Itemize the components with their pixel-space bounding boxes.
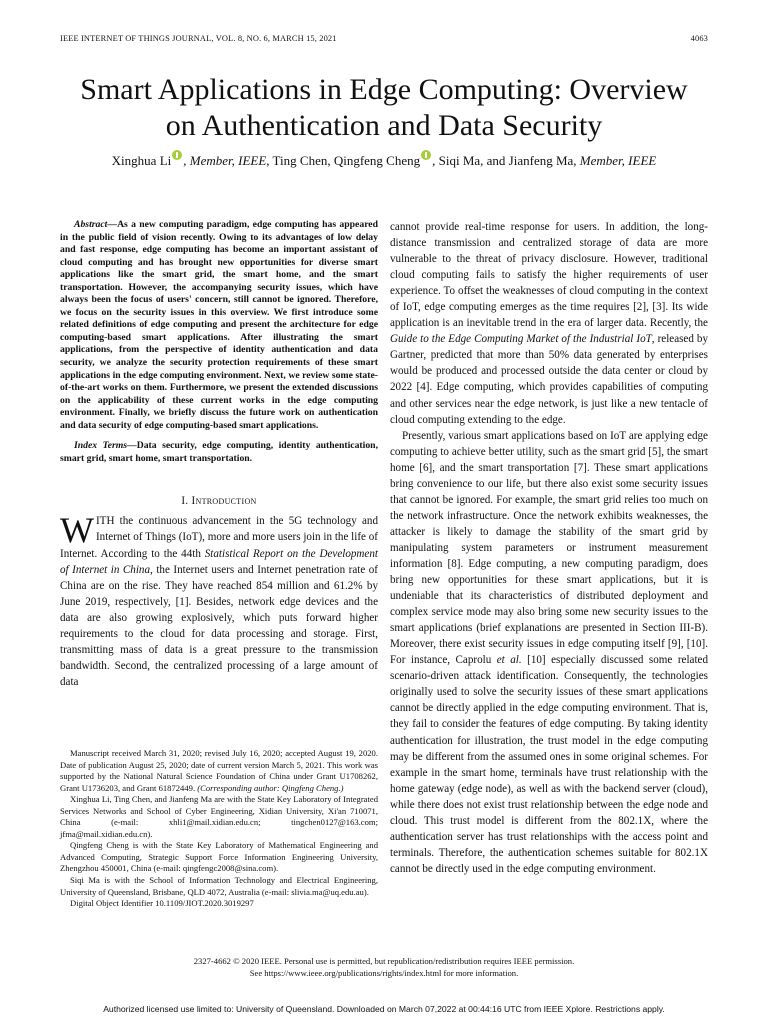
footnote-affiliation: Xinghua Li, Ting Chen, and Jianfeng Ma are with the State Key Laboratory of Integrated Services Networks and School of Cyber Engineering, Xidian University, Xi'an 710071, China (e-mail: xhli1@mail.xidian.edu.cn; tingchen0127@163.com; jfma@mail.xidian.edu.cn). (60, 794, 378, 839)
index-terms (60, 440, 378, 465)
copyright-line: 2327-4662 © 2020 IEEE. Personal use is permitted, but republication/redistribution requires IEEE permission. (193, 956, 575, 966)
abstract-text: As a new computing paradigm, edge computing has appeared in the public field of vision recently. Owing to its advantages of low delay and fast response, edge computing has become an important assistant of cloud computing and has brought new opportunities for diverse smart applications like the smart grid, the smart home, and the smart transportation. However, the accompanying security issues, which have always been the focus of users' concern, still cannot be ignored. Therefore, we focus on the security issues in this overview. We first introduce some related definitions of edge computing and present the architecture for edge computing-based smart applications. After illustrating the smart applications, from the perspective of identity authentication and data security, we analyze the security protection requirements of these smart applications in the edge computing environment. Next, we review some state-of-the-art works on them. Furthermore, we present the extended discussions on the applicability of these current works in the edge computing environment. Finally, we briefly discuss the future work on authentication and data security of edge computing-based smart applications. (60, 219, 378, 431)
intro-paragraph (60, 510, 378, 690)
intro-text: ITH the continuous advancement in the 5G technology and Internet of Things (IoT), more and more users join in the life of Internet. According to the 44th (60, 515, 378, 560)
body-text: Presently, various smart applications based on IoT are applying edge computing to achieve better utility, such as the smart grid [5], the smart home [6], and the smart transportation [7]. These smart applications bring convenience to our life, but there also exist some security issues that cannot be ignored. For example, the smart grid relies too much on the network infrastructure. Once the network exhibits weaknesses, the attacker is likely to damage the stability of the smart grid by manipulating system parameters or instrument measurement information [8]. Edge computing, a new computing paradigm, does bring new opportunities for these smart applications, but it is undeniable that its characteristics of distributed deployment and complex service mode may also bring some new security issues to the smart applications (brief explanations are presented in Section III-B). Moreover, there exist security issues in edge computing itself [9], [10]. For instance, Caprolu (390, 429, 708, 667)
running-head (60, 34, 708, 43)
index-terms-label: Index Terms— (74, 440, 137, 452)
title-line-1: Smart Applications in Edge Computing: Overview (80, 73, 688, 106)
footnote-affiliation: Qingfeng Cheng is with the State Key Laboratory of Mathematical Engineering and Advanced Computing, Strategic Support Force Information Engineering University, Zhengzhou 450001, China (e-mail: qingfengc2008@sina.com). (60, 840, 378, 874)
download-notice: Authorized licensed use limited to: University of Queensland. Downloaded on March 07,2022 at 00:44:16 UTC from IEEE Xplore. Restrictions apply. (103, 1004, 665, 1014)
section-title: Introduction (191, 495, 257, 508)
body-text: [10] especially discussed some related scenario-driven attack identification. Consequently, the technologies originally used to solve the security issues of these smart applications cannot be directly applied in the edge computing environment. That is, they fail to consider the features of edge computing. By taking identity authentication for illustration, the trust model in the edge computing may be different from the assumed ones in some original schemes. For example in the smart home, terminals have trust relationship with the home gateway (edge node), as well as with the backend server (cloud), while there does not exist trust relationship between the edge node and cloud. This trust model is different from the 802.1X, where the authentication server has trust relationships with the access point and terminals. Therefore, the authentication schemes suitable for 802.1X cannot be directly used in the edge computing environment. (390, 654, 709, 875)
body-paragraph (390, 428, 708, 877)
footnote-affiliation: Siqi Ma is with the School of Information Technology and Electrical Engineering, University of Queensland, Brisbane, QLD 4072, Australia (e-mail: slivia.ma@uq.edu.au). (60, 875, 378, 897)
orcid-icon[interactable] (421, 150, 431, 160)
page-number: 4063 (690, 34, 708, 43)
report-title: Statistical Report on the Development of Internet in China (60, 547, 378, 576)
author-names: , Siqi Ma, and Jianfeng Ma, (432, 153, 580, 168)
footnote-text: Manuscript received March 31, 2020; revised July 16, 2020; accepted August 19, 2020. Date of publication August 25, 2020; date of current version March 5, 2021. This work was supported by the National Natural Science Foundation of China under Grant U1708262, Grant U1736203, and Grant 61872449. (60, 748, 378, 793)
section-number: I. (181, 495, 192, 508)
intro-text: , the Internet users and Internet penetration rate of China are on the rise. They have reached 854 million and 61.2% by June 2019, respectively, [1]. Besides, network edge devices and the data are also growing explosively, which puts forward higher requirements to the cloud for data processing and storage. First, transmitting mass of data is a great pressure to the transmission bandwidth. Second, the centralized processing of a large amount of data (60, 563, 378, 688)
body-text: , released by Gartner, predicted that more than 50% data generated by enterprises would be produced and processed outside the data center or cloud by 2022 [4]. Edge computing, which provides capabilities of computing and other services near the edge network, is just like a new tentacle of cloud computing extending to the edge. (390, 333, 708, 426)
paper-title (30, 72, 738, 144)
footnote-manuscript (60, 748, 378, 794)
index-terms-text: Data security, edge computing, identity authentication, smart grid, smart home, smart transportation. (60, 440, 378, 464)
author-list (20, 150, 748, 169)
body-text: cannot provide real-time response for users. In addition, the long-distance transmission and centralized storage of data are more vulnerable to the threat of privacy disclosure. However, traditional cloud computing fails to satisfy the higher requirements of user experience. To offset the weaknesses of cloud computing in the context of IoT, edge computing emerges as the time requires [2], [3]. Its wide application is an inevitable trend in the era of larger data. Recently, the (390, 221, 708, 330)
journal-info: IEEE INTERNET OF THINGS JOURNAL, VOL. 8, NO. 6, MARCH 15, 2021 (60, 34, 337, 43)
author-name: Xinghua Li (111, 153, 172, 168)
guide-title: Guide to the Edge Computing Market of the Industrial IoT (390, 333, 652, 346)
abstract (60, 219, 378, 432)
doi: Digital Object Identifier 10.1109/JIOT.2020.3019297 (70, 898, 254, 909)
author-names: , Ting Chen, Qingfeng Cheng (266, 153, 421, 168)
footnotes (60, 748, 378, 910)
drop-cap: W (60, 510, 94, 551)
abstract-label: Abstract— (74, 219, 118, 230)
copyright-notice (60, 955, 708, 979)
et-al: et al. (496, 654, 522, 667)
author-role: Member, IEEE (579, 153, 657, 168)
section-heading (60, 493, 378, 509)
author-role: , Member, IEEE (183, 153, 267, 168)
corresponding-author: (Corresponding author: Qingfeng Cheng.) (197, 782, 344, 793)
orcid-icon[interactable] (172, 150, 182, 160)
intro-paragraph-continued (390, 219, 708, 428)
left-column (60, 219, 378, 690)
rights-link[interactable]: See https://www.ieee.org/publications/rights/index.html for more information. (249, 968, 519, 978)
title-line-2: on Authentication and Data Security (165, 109, 603, 142)
right-column (390, 219, 708, 877)
